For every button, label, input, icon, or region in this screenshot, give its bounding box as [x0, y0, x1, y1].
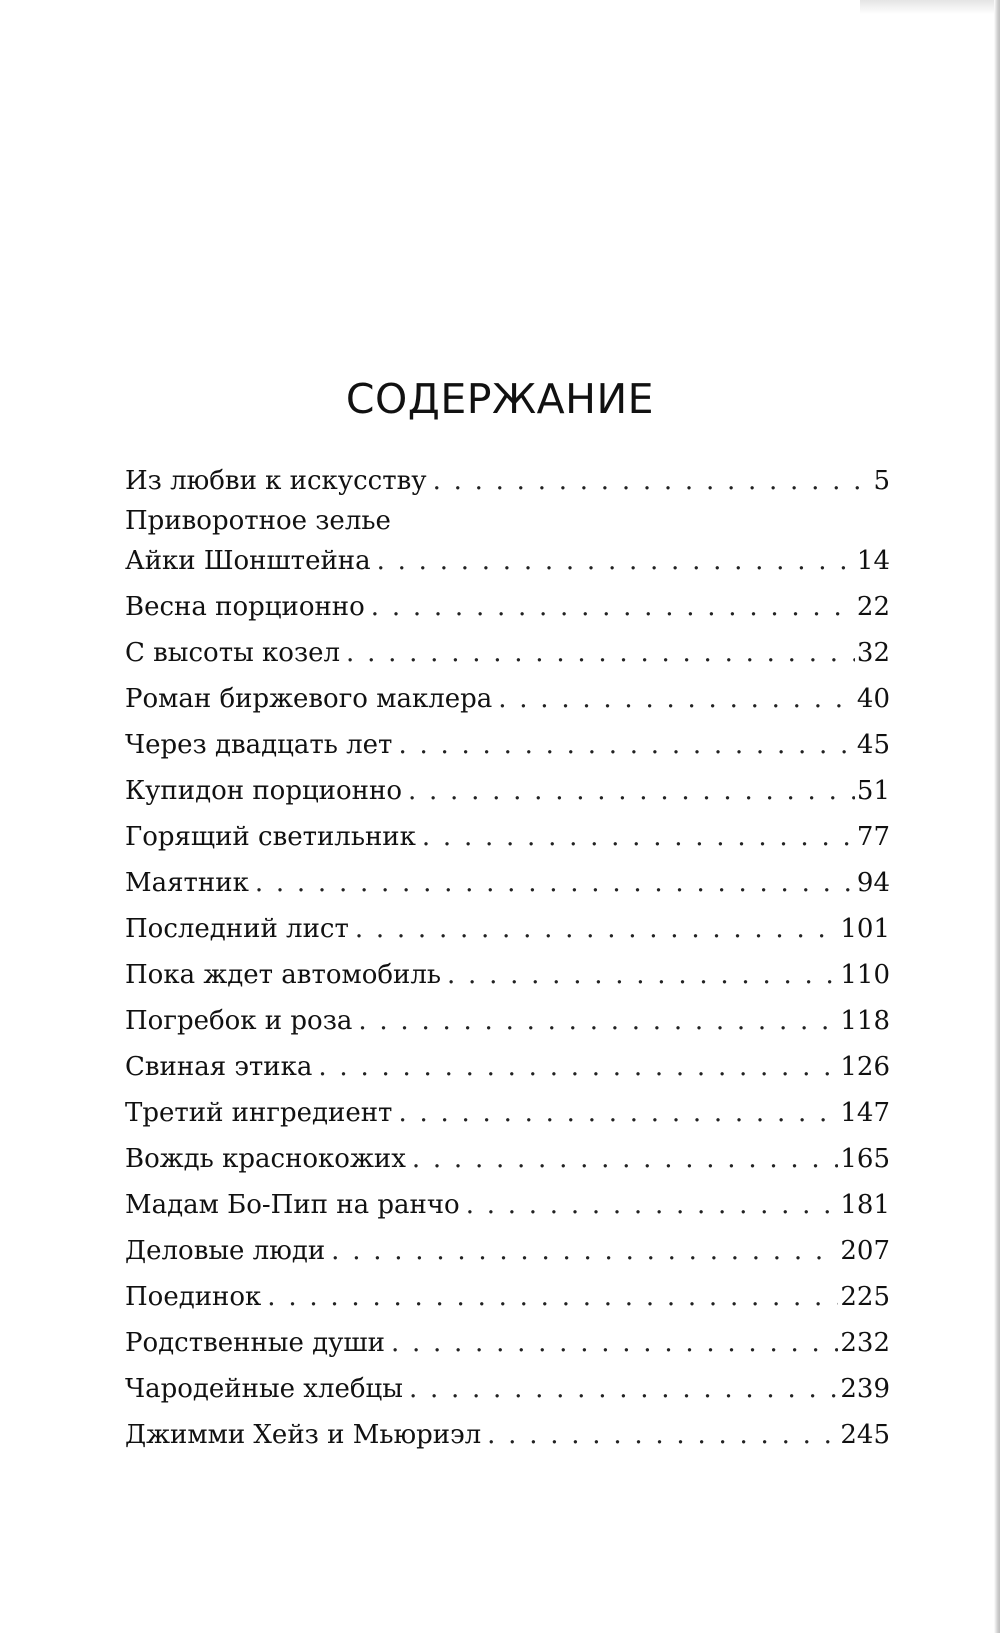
toc-entry-title: Весна порционно — [125, 592, 365, 622]
toc-entry — [125, 1182, 890, 1228]
toc-entry — [125, 1090, 890, 1136]
toc-entry-title: Мадам Бо-Пип на ранчо — [125, 1190, 460, 1220]
toc-entry — [125, 1228, 890, 1274]
toc-entry-page: 118 — [840, 1006, 890, 1036]
toc-entry-title: Поединок — [125, 1282, 262, 1312]
dot-leader — [358, 998, 838, 1044]
toc-entry — [125, 814, 890, 860]
toc-entry — [125, 676, 890, 722]
toc-entry-title: С высоты козел — [125, 638, 341, 668]
toc-entry — [125, 458, 890, 504]
toc-entry-page: 110 — [840, 960, 890, 990]
dot-leader — [398, 722, 854, 768]
toc-entry-page: 207 — [840, 1236, 890, 1266]
toc-entry-page: 77 — [856, 822, 890, 852]
toc-entry-title: Пока ждет автомобиль — [125, 960, 442, 990]
toc-entry-title: Через двадцать лет — [125, 730, 393, 760]
page-title: СОДЕРЖАНИЕ — [345, 375, 655, 423]
toc-entry-title: Третий ингредиент — [125, 1098, 393, 1128]
toc-entry-page: 239 — [840, 1374, 890, 1404]
dot-leader — [433, 458, 872, 504]
toc-entry-title: Из любви к искусству — [125, 466, 427, 496]
toc-entry-page: 51 — [856, 776, 890, 806]
toc-entry-title: Последний лист — [125, 914, 349, 944]
toc-entry-title: Вождь краснокожих — [125, 1144, 406, 1174]
toc-entry-title: Свиная этика — [125, 1052, 313, 1082]
toc-entry-page: 126 — [840, 1052, 890, 1082]
toc-entry-title: Джимми Хейз и Мьюриэл — [125, 1420, 482, 1450]
toc-entry-title: Деловые люди — [125, 1236, 326, 1266]
toc-entry-page: 101 — [840, 914, 890, 944]
dot-leader — [371, 584, 855, 630]
toc-entry-title-line1: Приворотное зелье — [125, 506, 391, 536]
toc-entry — [125, 584, 890, 630]
toc-entry — [125, 1412, 890, 1458]
dot-leader — [267, 1274, 838, 1320]
toc-entry-title: Купидон порционно — [125, 776, 402, 806]
dot-leader — [355, 906, 839, 952]
toc-entry — [125, 630, 890, 676]
dot-leader — [412, 1136, 839, 1182]
toc-entry — [125, 906, 890, 952]
toc-entry-page: 225 — [840, 1282, 890, 1312]
toc-entry-page: 232 — [840, 1328, 890, 1358]
dot-leader — [331, 1228, 838, 1274]
page-edge-shadow-top — [860, 0, 1000, 14]
dot-leader — [409, 1366, 838, 1412]
toc-entry-page: 45 — [856, 730, 890, 760]
toc-entry-title: Чародейные хлебцы — [125, 1374, 403, 1404]
dot-leader — [447, 952, 838, 998]
toc-entry-page: 245 — [840, 1420, 890, 1450]
toc-entry — [125, 1136, 890, 1182]
dot-leader — [398, 1090, 838, 1136]
toc-entry-page: 181 — [840, 1190, 890, 1220]
dot-leader — [255, 860, 855, 906]
page-edge-shadow-right — [994, 0, 1000, 1633]
toc-entry-title: Айки Шонштейна — [125, 546, 371, 576]
toc-entry-title: Маятник — [125, 868, 249, 898]
toc-entry — [125, 722, 890, 768]
dot-leader — [318, 1044, 838, 1090]
table-of-contents — [125, 458, 890, 1458]
toc-entry — [125, 1366, 890, 1412]
toc-entry-page: 40 — [856, 684, 890, 714]
toc-entry — [125, 1274, 890, 1320]
toc-entry-page: 32 — [856, 638, 890, 668]
dot-leader — [408, 768, 855, 814]
toc-entry — [125, 952, 890, 998]
dot-leader — [422, 814, 855, 860]
dot-leader — [377, 538, 855, 584]
toc-entry-title: Родственные души — [125, 1328, 385, 1358]
toc-entry-title: Роман биржевого маклера — [125, 684, 493, 714]
toc-entry-title: Горящий светильник — [125, 822, 416, 852]
dot-leader — [487, 1412, 838, 1458]
toc-entry — [125, 1320, 890, 1366]
toc-entry-page: 5 — [873, 466, 890, 496]
toc-entry-page: 147 — [840, 1098, 890, 1128]
toc-entry-page: 94 — [856, 868, 890, 898]
toc-entry — [125, 1044, 890, 1090]
dot-leader — [346, 630, 855, 676]
dot-leader — [498, 676, 855, 722]
toc-entry-page: 14 — [856, 546, 890, 576]
toc-entry — [125, 504, 890, 584]
toc-entry-title: Погребок и роза — [125, 1006, 353, 1036]
dot-leader — [466, 1182, 839, 1228]
toc-entry — [125, 998, 890, 1044]
toc-entry — [125, 768, 890, 814]
toc-entry — [125, 860, 890, 906]
toc-entry-page: 22 — [856, 592, 890, 622]
toc-entry-page: 165 — [840, 1144, 890, 1174]
dot-leader — [391, 1320, 838, 1366]
